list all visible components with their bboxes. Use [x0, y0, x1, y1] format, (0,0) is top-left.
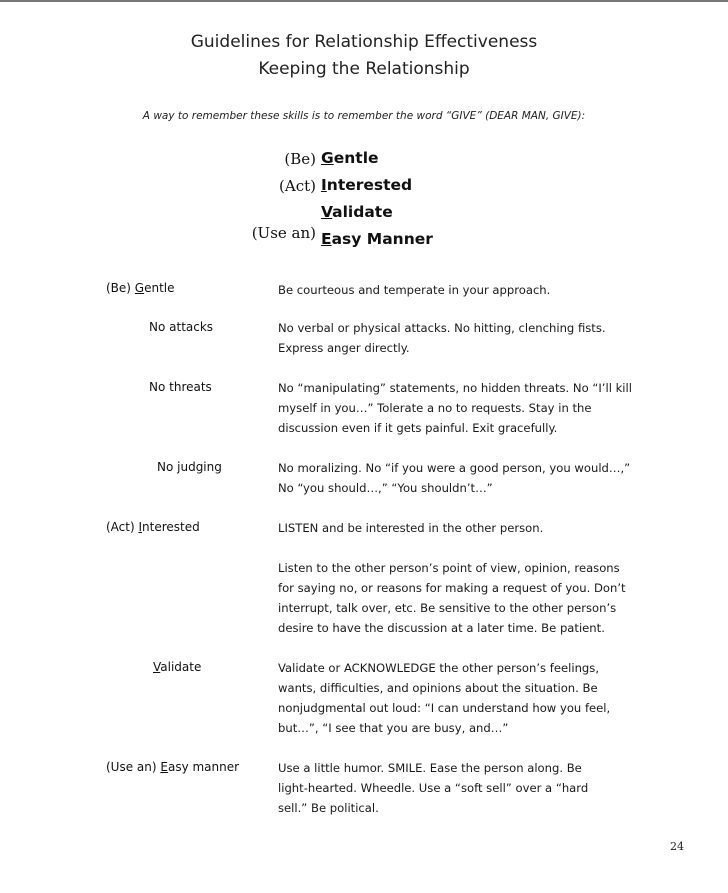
- term-validate: Validate: [153, 660, 202, 674]
- page-number: 24: [670, 840, 684, 853]
- acronym-word-easy-manner: Easy Manner: [321, 230, 433, 248]
- acronym-word-interested: Interested: [321, 176, 413, 194]
- term-no-attacks: No attacks: [149, 320, 214, 334]
- acronym-prefix-use-an: (Use an): [251, 224, 316, 242]
- term-no-threats: No threats: [149, 380, 212, 394]
- desc-no-threats: No “manipulating” statements, no hidden threats. No “I’ll kill myself in you…” Tolerate a no to requests. Stay in the discussion even if it gets painful. Exit gracefully.: [278, 381, 632, 435]
- top-border: [0, 0, 728, 2]
- acronym-prefix-be: (Be): [284, 150, 316, 168]
- term-gentle: (Be) Gentle: [106, 281, 175, 295]
- acronym-word-validate: Validate: [321, 203, 393, 221]
- desc-validate: Validate or ACKNOWLEDGE the other person’s feelings, wants, difficulties, and opinions about the situation. Be nonjudgmental out loud: “I can understand how you feel, but…”, “I see that you are busy, and…”: [278, 661, 611, 735]
- page-title: Guidelines for Relationship Effectiveness: [190, 32, 538, 52]
- term-no-judging: No judging: [157, 460, 222, 474]
- acronym-prefix-act: (Act): [279, 177, 316, 195]
- desc-interested: LISTEN and be interested in the other person.: [278, 521, 544, 535]
- desc-easy-manner: Use a little humor. SMILE. Ease the person along. Be light-hearted. Wheedle. Use a “soft sell” over a “hard sell.” Be political.: [278, 761, 589, 815]
- desc-no-judging: No moralizing. No “if you were a good person, you would…,” No “you should…,” “You shouldn’t…”: [278, 461, 631, 495]
- term-interested: (Act) Interested: [106, 520, 200, 534]
- term-easy-manner: (Use an) Easy manner: [106, 760, 240, 774]
- desc-gentle: Be courteous and temperate in your approach.: [278, 283, 551, 297]
- intro-text: A way to remember these skills is to remember the word “GIVE” (DEAR MAN, GIVE):: [142, 110, 586, 122]
- desc-interested-detail: Listen to the other person’s point of view, opinion, reasons for saying no, or reasons for making a request of you. Don’t interrupt, talk over, etc. Be sensitive to the other person’s desire to have the discussion at a later time. Be patient.: [278, 561, 626, 635]
- page-subtitle: Keeping the Relationship: [258, 59, 470, 79]
- desc-no-attacks: No verbal or physical attacks. No hitting, clenching fists. Express anger directly.: [278, 321, 606, 355]
- acronym-word-gentle: Gentle: [321, 149, 379, 167]
